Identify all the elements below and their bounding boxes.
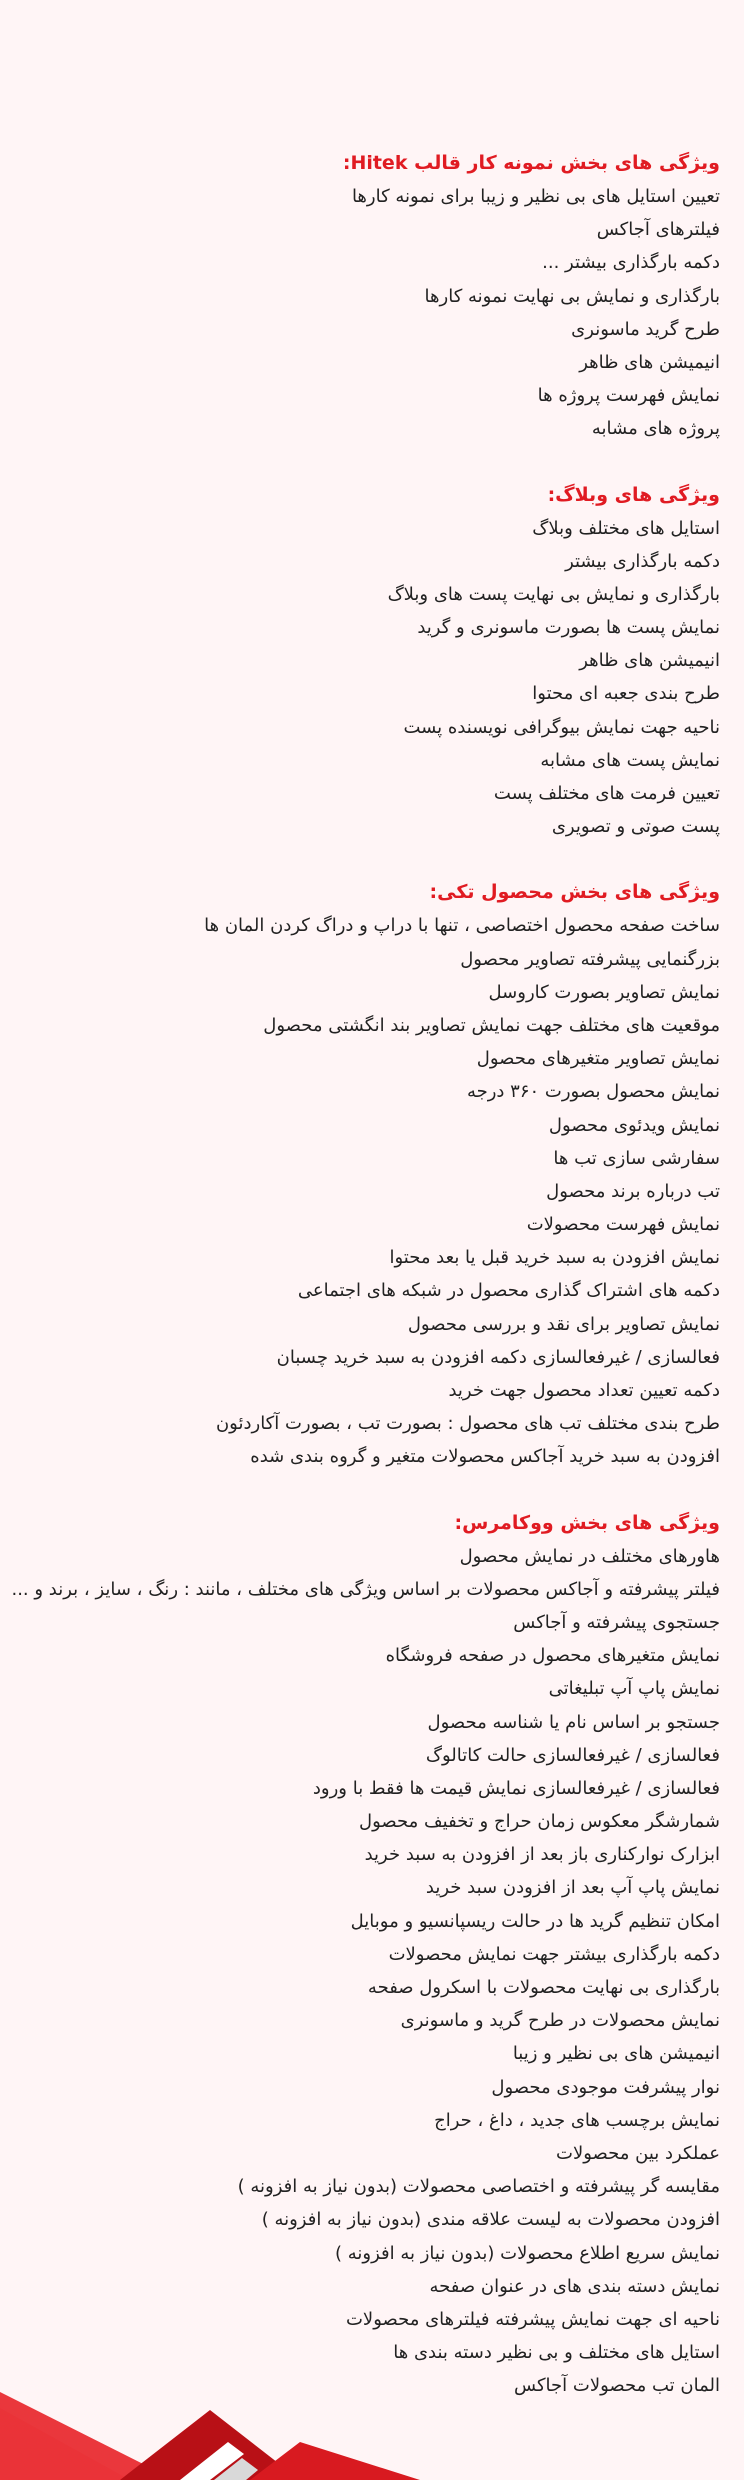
feature-section: [0, 876, 720, 1473]
feature-item: امکان تنظیم گرید ها در حالت ریسپانسیو و موبایل: [350, 1910, 720, 1932]
section-heading: ویژگی های بخش نمونه کار قالب Hitek:: [342, 152, 720, 174]
feature-item: المان تب محصولات آجاکس: [514, 2375, 720, 2397]
feature-item: پست صوتی و تصویری: [551, 816, 720, 838]
feature-item: طرح گرید ماسونری: [571, 318, 720, 340]
feature-item: طرح بندی مختلف تب های محصول : بصورت تب ، بصورت آکاردئون: [215, 1413, 720, 1435]
corner-shape-dark: [120, 2410, 300, 2480]
corner-shape-gray-stripe: [214, 2458, 258, 2480]
feature-item: ناحیه جهت نمایش بیوگرافی نویسنده پست: [403, 716, 720, 738]
feature-item: دکمه های اشتراک گذاری محصول در شبکه های اجتماعی: [297, 1280, 720, 1302]
feature-item: استایل های مختلف و بی نظیر دسته بندی ها: [393, 2342, 720, 2364]
feature-item: عملکرد بین محصولات: [556, 2142, 720, 2164]
feature-item: استایل های مختلف وبلاگ: [532, 517, 720, 539]
feature-item: نوار پیشرفت موجودی محصول: [491, 2076, 720, 2098]
corner-shape-white-stripe: [180, 2442, 244, 2480]
feature-item: طرح بندی جعبه ای محتوا: [532, 683, 720, 705]
feature-item: دکمه بارگذاری بیشتر جهت نمایش محصولات: [388, 1943, 720, 1965]
feature-item: نمایش محصولات در طرح گرید و ماسونری: [400, 2010, 720, 2032]
feature-item: نمایش افزودن به سبد خرید قبل یا بعد محتوا: [389, 1247, 720, 1269]
feature-section: [0, 1507, 720, 2403]
feature-item: بارگذاری و نمایش بی نهایت نمونه کارها: [424, 285, 720, 307]
feature-item: جستجو بر اساس نام یا شناسه محصول: [427, 1711, 720, 1733]
feature-item: سفارشی سازی تب ها: [553, 1147, 720, 1169]
feature-item: فعالسازی / غیرفعالسازی دکمه افزودن به سبد خرید چسبان: [276, 1346, 720, 1368]
feature-item: فیلترهای آجاکس: [596, 219, 720, 241]
feature-item: ناحیه ای جهت نمایش پیشرفته فیلترهای محصولات: [345, 2308, 720, 2330]
feature-item: انیمیشن های ظاهر: [579, 351, 720, 373]
feature-item: نمایش فهرست پروژه ها: [537, 385, 720, 407]
feature-item: نمایش پست ها بصورت ماسونری و گرید: [417, 617, 720, 639]
feature-item: بارگذاری و نمایش بی نهایت پست های وبلاگ: [387, 583, 720, 605]
corner-shape-red: [0, 2392, 175, 2480]
feature-item: نمایش دسته بندی های در عنوان صفحه: [429, 2275, 720, 2297]
feature-list: [0, 147, 720, 2402]
section-heading: ویژگی های بخش محصول تکی:: [429, 881, 720, 904]
feature-item: نمایش تصاویر متغیرهای محصول: [476, 1048, 720, 1070]
feature-item: فعالسازی / غیرفعالسازی حالت کاتالوگ: [425, 1744, 720, 1766]
feature-item: جستجوی پیشرفته و آجاکس: [513, 1611, 720, 1633]
feature-item: تعیین فرمت های مختلف پست: [493, 783, 720, 804]
feature-item: افزودن به سبد خرید آجاکس محصولات متغیر و گروه بندی شده: [250, 1446, 720, 1468]
feature-item: پروژه های مشابه: [591, 418, 720, 440]
feature-item: تب درباره برند محصول: [546, 1180, 720, 1202]
feature-item: ساخت صفحه محصول اختصاصی ، تنها با دراپ و دراگ کردن المان ها: [204, 915, 720, 937]
corner-shape-light: [0, 2408, 130, 2480]
feature-item: افزودن محصولات به لیست علاقه مندی (بدون نیاز به افزونه ): [261, 2209, 720, 2231]
feature-item: فیلتر پیشرفته و آجاکس محصولات بر اساس ویژگی های مختلف ، مانند : رنگ ، سایز ، برند و ...: [11, 1578, 720, 1600]
feature-item: نمایش محصول بصورت ۳۶۰ درجه: [466, 1081, 720, 1103]
feature-item: نمایش تصاویر بصورت کاروسل: [488, 981, 720, 1003]
feature-section: [0, 147, 720, 446]
feature-item: نمایش ویدئوی محصول: [548, 1114, 720, 1136]
feature-item: انیمیشن های بی نظیر و زیبا: [512, 2043, 720, 2065]
feature-item: نمایش پاپ آپ بعد از افزودن سبد خرید: [425, 1877, 720, 1899]
feature-item: نمایش متغیرهای محصول در صفحه فروشگاه: [385, 1645, 720, 1667]
feature-item: دکمه بارگذاری بیشتر ...: [542, 252, 720, 274]
feature-section: [0, 479, 720, 844]
feature-item: موقعیت های مختلف جهت نمایش تصاویر بند انگشتی محصول: [263, 1014, 720, 1036]
feature-item: دکمه تعیین تعداد محصول جهت خرید: [448, 1380, 720, 1401]
feature-item: انیمیشن های ظاهر: [579, 650, 720, 672]
section-heading: ویژگی های وبلاگ:: [547, 483, 720, 506]
corner-shape-red-right: [250, 2442, 420, 2480]
feature-item: نمایش پاپ آپ تبلیغاتی: [548, 1678, 720, 1700]
feature-item: ابزارک نوارکناری باز بعد از افزودن به سبد خرید: [364, 1844, 720, 1866]
feature-item: بزرگنمایی پیشرفته تصاویر محصول: [460, 948, 720, 970]
feature-item: شمارشگر معکوس زمان حراج و تخفیف محصول: [359, 1811, 720, 1833]
section-heading: ویژگی های بخش ووکامرس:: [454, 1511, 720, 1534]
feature-item: نمایش سریع اطلاع محصولات (بدون نیاز به افزونه ): [334, 2242, 720, 2264]
feature-item: هاورهای مختلف در نمایش محصول: [459, 1545, 720, 1567]
feature-item: دکمه بارگذاری بیشتر: [565, 550, 720, 572]
feature-item: نمایش پست های مشابه: [540, 749, 720, 771]
feature-item: فعالسازی / غیرفعالسازی نمایش قیمت ها فقط با ورود: [312, 1777, 720, 1799]
feature-item: بارگذاری بی نهایت محصولات با اسکرول صفحه: [367, 1977, 720, 1998]
feature-item: تعیین استایل های بی نظیر و زیبا برای نمونه کارها: [351, 186, 720, 207]
feature-item: نمایش فهرست محصولات: [526, 1214, 720, 1236]
feature-item: مقایسه گر پیشرفته و اختصاصی محصولات (بدون نیاز به افزونه ): [237, 2176, 720, 2198]
feature-item: نمایش تصاویر برای نقد و بررسی محصول: [407, 1313, 720, 1335]
feature-item: نمایش برچسب های جدید ، داغ ، حراج: [434, 2109, 720, 2131]
